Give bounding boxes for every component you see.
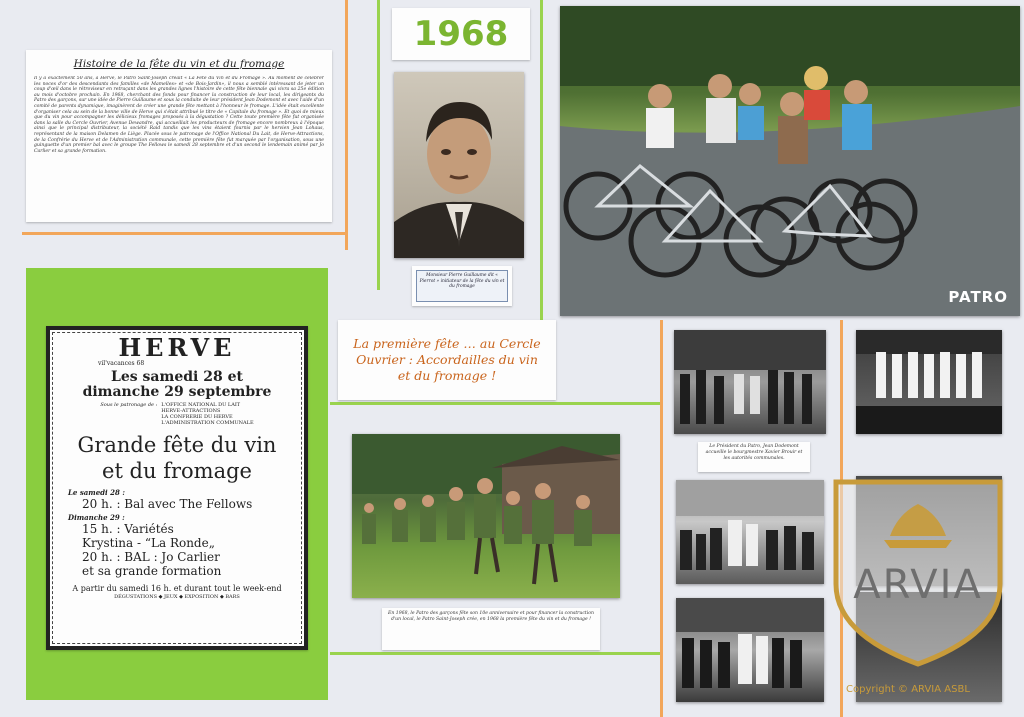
poster-dates: Les samedi 28 et dimanche 29 septembre [82,369,272,400]
portrait-caption-card [412,266,512,306]
first-party-title: La première fête … au Cercle Ouvrier : Accordailles du vin et du fromage ! [353,336,541,383]
copyright-text: Copyright © ARVIA ASBL [846,684,970,695]
poster-saturday-event: 20 h. : Bal avec The Fellows [82,497,253,511]
poster-headline: Grande fête du vin et du fromage [77,433,277,483]
poster-panel [26,268,328,700]
green-guide-line [377,0,380,290]
arvia-watermark [828,474,1008,670]
arvia-name: ARVIA [853,562,983,608]
history-body: Il y a exactement 50 ans, à Herve, le Patro Saint-Joseph créait « La Fête du Vin et du Fromage ». Au moment de célébrer les noces d'or des descendants des familles «de Mamelles» et «de Bois-Jardin», il nous a semblé intéressant de jeter un coup d'œil dans le rétroviseur en retraçant dans les grandes lignes l'histoire de cette fête biennale qui vivra sa 25e édition au mois d'octobre prochain. En 1968, cherchant des fonds pour financer la construction de leur local, les dirigeants du Patro des garçons, sur une idée de Pierre Guillaume et sous la conduite de leur président Jean Dodemont et avec l'aide d'un comité de parents dynamique, imaginèrent de créer une grande fête mettant à l'honneur le fromage. L'idée était excellente d'organiser cela au sein de la bonne ville de Herve qui s'était attribué le titre de « Capitale du fromage ». Et quoi de mieux que du vin pour accompagner les délicieux fromages proposés à la dégustation ? Cette toute première fête fut organisée dans la salle du Cercle Ouvrier, Avenue Dewandre, qui accueillait les producteurs de fromage encore nombreux à l'époque ainsi que le principal distributeur, la société Raid tandis que les vins étaient fournis par le hervien Jean Lohaus, représentant de la maison Delamen de Liège. Placée sous le patronage de l'Office National Du Lait, de Herve-Attractions, de la Confrérie du Herve et de l'Administration communale, cette première fête fut marquée par l'organisation, sous une guinguette d'un premier bal avec le groupe The Fellows le samedi 28 septembre et d'un second le lendemain animé par Jo Carlier et sa grande formation. [34,76,324,154]
president-caption-card [698,442,810,472]
poster-town-sub: vil'vacances 68 [98,360,145,367]
bicycles-photo [560,6,1020,316]
bicycles-illustration [560,6,1020,316]
poster-sunday-event: 15 h. : Variétés [82,522,174,536]
poster-sunday-label: Dimanche 29 : [68,513,125,522]
ceremony-illustration [676,598,824,702]
orange-guide-line [22,232,348,235]
scouts-photo [352,434,620,598]
poster-footer-small: DÉGUSTATIONS ◆ JEUX ◆ EXPOSITION ◆ BARS [114,594,240,600]
green-guide-line [330,652,660,655]
year-card [392,8,530,60]
poster-sunday-event: Krystina - “La Ronde„ [82,536,215,550]
poster-patron: L'ADMINISTRATION COMMUNALE [161,420,254,426]
year-title: 1968 [413,14,509,54]
poster-patrons [161,402,253,426]
scouts-caption-card [382,608,600,650]
poster-sunday-event: et sa grande formation [82,564,222,578]
scouts-illustration [352,434,620,598]
poster-patron: HERVE-ATTRACTIONS [161,408,221,414]
orange-guide-line [660,320,663,717]
portrait-caption: Monsieur Pierre Guillaume dit « Pierrot » initiateur de la fête du vin et du fromage [419,273,505,289]
portrait-illustration [394,72,524,258]
reception-photo [674,330,826,434]
poster-sunday-event: 20 h. : BAL : Jo Carlier [82,550,220,564]
poster-patron: LA CONFRERIE DU HERVE [161,414,233,420]
green-guide-line [330,402,660,405]
orange-guide-line [345,0,348,250]
stage-photo [856,330,1002,434]
poster-patronage-label: Sous le patronage de : [100,402,158,408]
scouts-caption: En 1968, le Patro des garçons fête son 10e anniversaire et pour financer la construction d'un local, le Patro Saint-Joseph crée, en 1968 la première fête du vin et du fromage ! [388,611,594,622]
poster-footer: A partir du samedi 16 h. et durant tout le week-end [72,584,282,593]
poster-town: HERVE [118,333,236,362]
portrait-photo [394,72,524,258]
crowd-photo [676,480,824,584]
president-caption: Le Président du Patro, Jean Dodemont accueille le bourgmestre Xavier Brouir et les autorités communales. [705,444,803,461]
crowd-illustration [676,480,824,584]
poster-saturday-label: Le samedi 28 : [68,488,125,497]
reception-illustration [674,330,826,434]
poster-card [46,326,308,650]
poster-patron: L'OFFICE NATIONAL DU LAIT [161,402,241,408]
green-guide-line [540,0,543,320]
patro-logo: PATRO [948,288,1008,306]
first-party-card [338,320,556,400]
history-title: Histoire de la fête du vin et du fromage [73,58,285,70]
stage-illustration [856,330,1002,434]
ceremony-photo [676,598,824,702]
history-card [26,50,332,222]
